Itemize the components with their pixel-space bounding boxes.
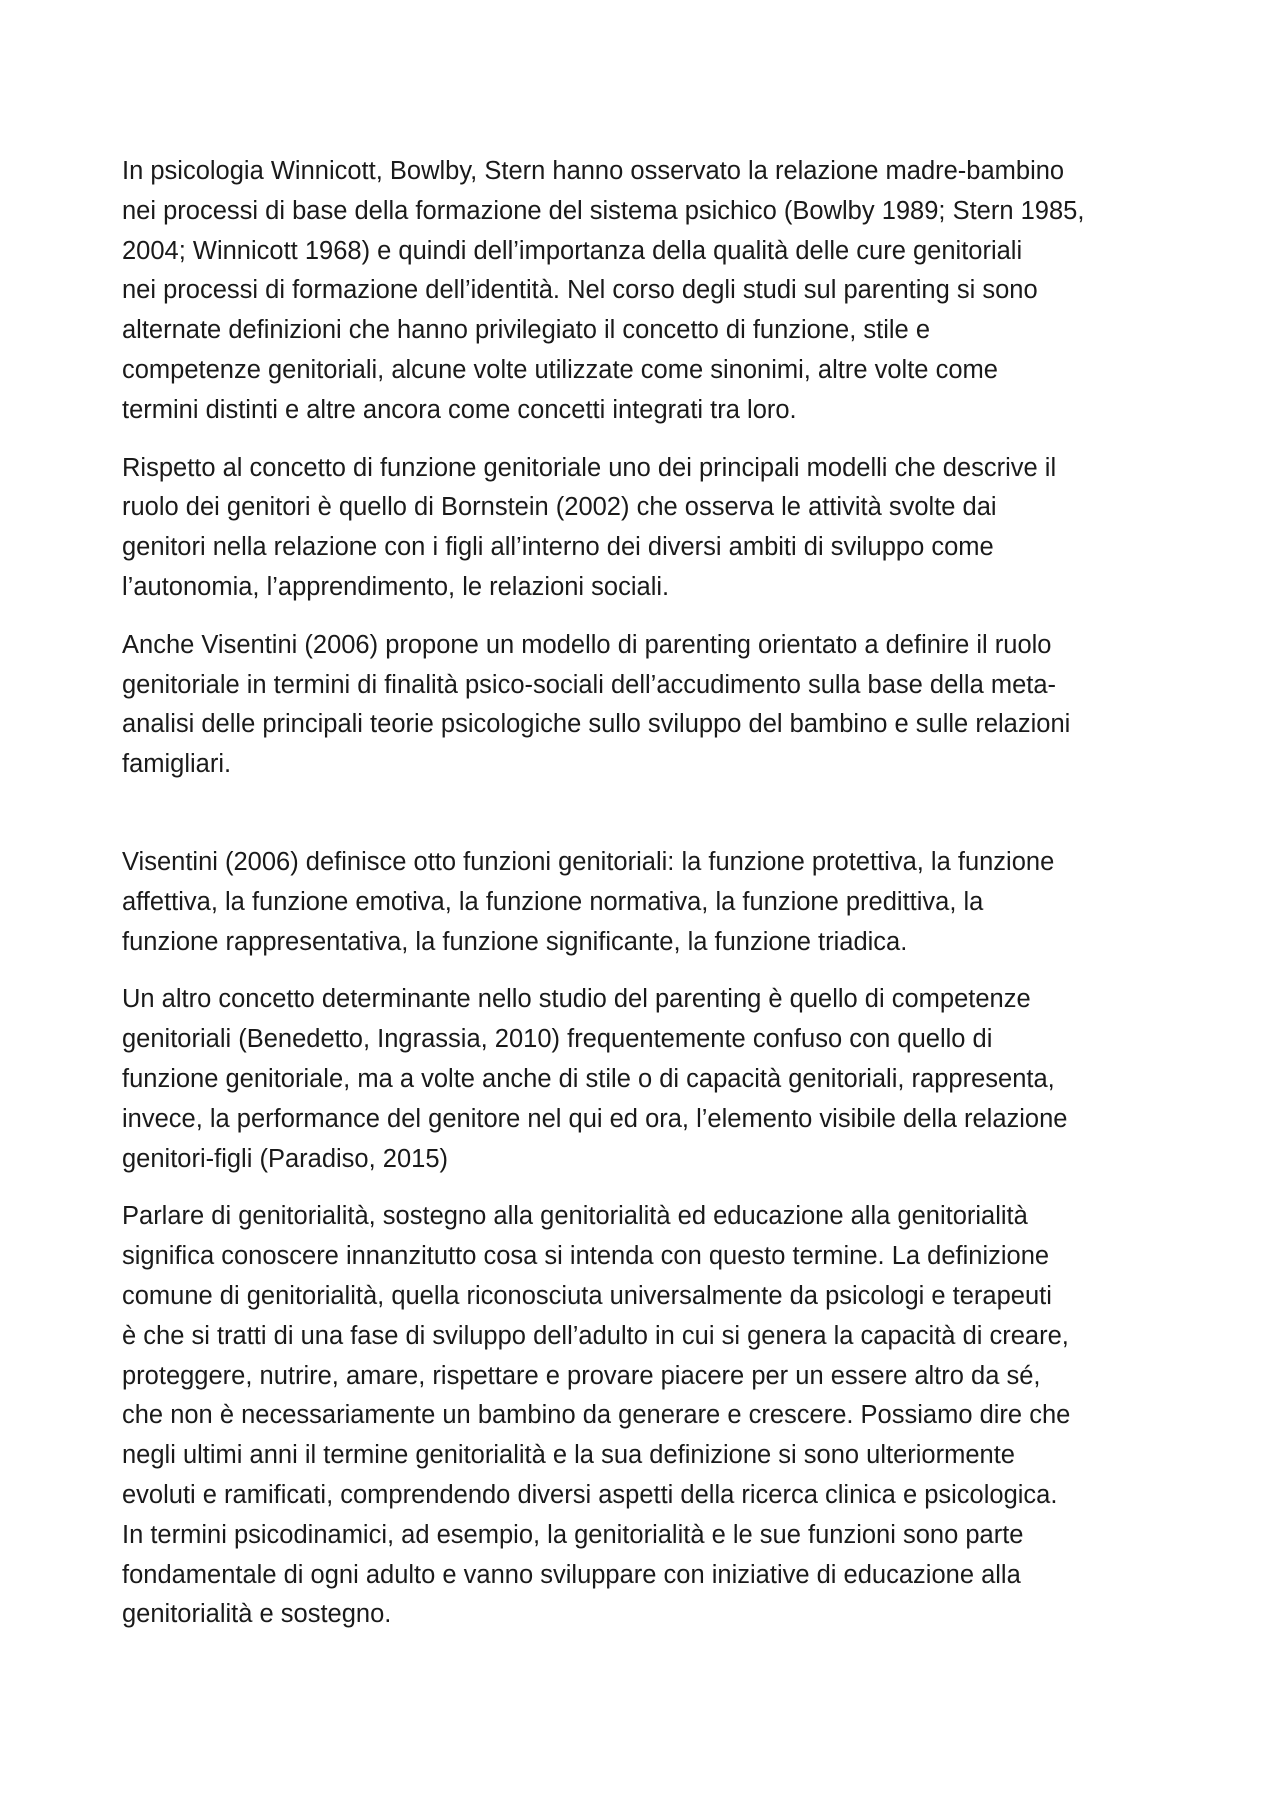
paragraph-bornstein-model: Rispetto al concetto di funzione genitoriale uno dei principali modelli che descrive il ruolo dei genitori è quello di Bornstein (2002) che osserva le attività svolte dai genitori nella relazione con i figli all’interno dei diversi ambiti di sviluppo come l’autonomia, l’apprendimento, le relazioni sociali. [122,453,1057,601]
paragraph-parenthood-definition: Parlare di genitorialità, sostegno alla genitorialità ed educazione alla genitorialità significa conoscere innanzitutto cosa si intenda con questo termine. La definizione comune di genitorialità, quella riconosciuta universalmente da psicologi e terapeuti è che si tratti di una fase di sviluppo dell’adulto in cui si genera la capacità di creare, proteggere, nutrire, amare, rispettare e provare piacere per un essere altro da sé, che non è necessariamente un bambino da generare e crescere. Possiamo dire che negli ultimi anni il termine genitorialità e la sua definizione si sono ulteriormente evoluti e ramificati, comprendendo diversi aspetti della ricerca clinica e psicologica. In termini psicodinamici, ad esempio, la genitorialità e le sue funzioni sono parte fondamentale di ogni adulto e vanno sviluppare con iniziative di educazione alla genitorialità e sostegno. [122,1202,1071,1629]
paragraph-visentini-model: Anche Visentini (2006) propone un modello di parenting orientato a definire il ruolo genitoriale in termini di finalità psico-sociali dell’accudimento sulla base della meta- analisi delle principali teorie psicologiche sullo sviluppo del bambino e sulle relazioni famigliari. [122,630,1071,779]
paragraph-visentini-functions: Visentini (2006) definisce otto funzioni genitoriali: la funzione protettiva, la funzione affettiva, la funzione emotiva, la funzione normativa, la funzione predittiva, la funzione rappresentativa, la funzione significante, la funzione triadica. [122,847,1055,956]
document-body [122,152,1172,1653]
paragraph-parental-competences: Un altro concetto determinante nello studio del parenting è quello di competenze genitoriali (Benedetto, Ingrassia, 2010) frequentemente confuso con quello di funzione genitoriale, ma a volte anche di stile o di capacità genitoriali, rappresenta, invece, la performance del genitore nel qui ed ora, l’elemento visibile della relazione genitori-figli (Paradiso, 2015) [122,985,1068,1173]
paragraph-psychology-intro: In psicologia Winnicott, Bowlby, Stern hanno osservato la relazione madre-bambino nei processi di base della formazione del sistema psichico (Bowlby 1989; Stern 1985, 2004; Winnicott 1968) e quindi dell’importanza della qualità delle cure genitoriali nei processi di formazione dell’identità. Nel corso degli studi sul parenting si sono alternate definizioni che hanno privilegiato il concetto di funzione, stile e competenze genitoriali, alcune volte utilizzate come sinonimi, altre volte come termini distinti e altre ancora come concetti integrati tra loro. [122,157,1085,424]
